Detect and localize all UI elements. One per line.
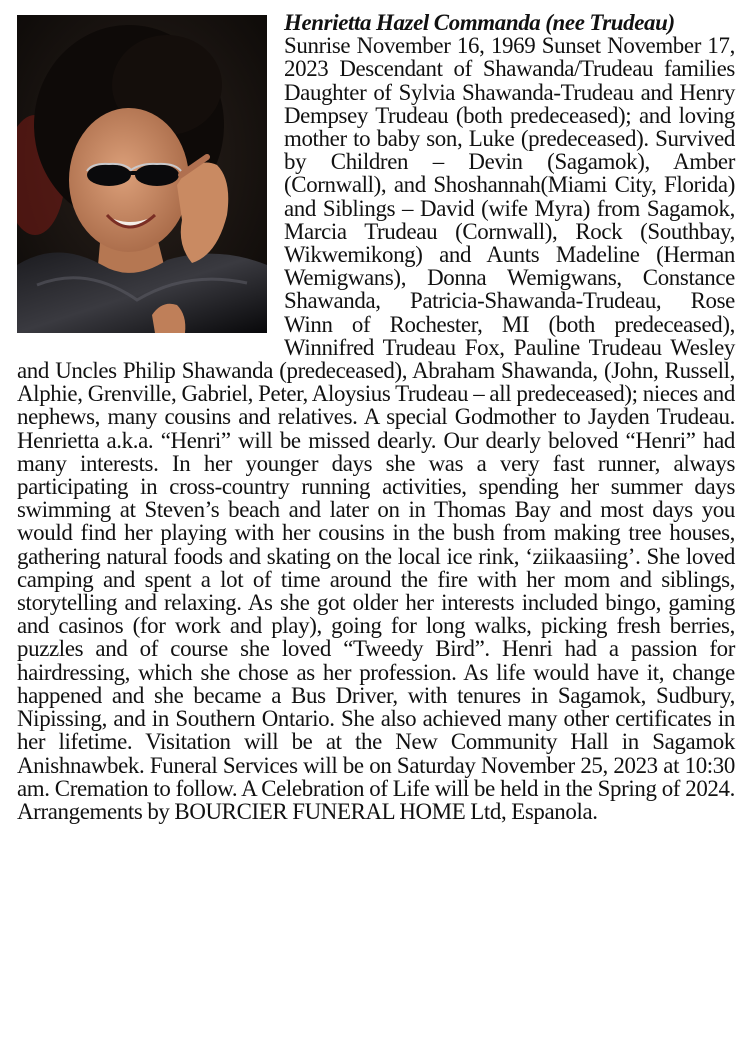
obituary-body: Sunrise November 16, 1969 Sunset November 17, 2023 Descendant of Shawanda/Trudeau families Daughter of Sylvia Shawanda-Trudeau and Henry Dempsey Trudeau (both predeceased); and loving mother to baby son, Luke (predeceased). Survived by Children – Devin (Sagamok), Amber (Cornwall), and Shoshannah(Miami City, Florida) and Siblings – David (wife Myra) from Sagamok, Marcia Trudeau (Cornwall), Rock (Southbay, Wikwemikong) and Aunts Madeline (Herman Wemigwans), Donna Wemigwans, Constance Shawanda, Patricia-Shawanda-Trudeau, Rose Winn of Rochester, MI (both predeceased), Winnifred Trudeau Fox, Pauline Trudeau Wesley and Uncles Philip Shawanda (predeceased), Abraham Shawanda, (John, Russell, Alphie, Grenville, Gabriel, Peter, Aloysius Trudeau – all predeceased); nieces and nephews, many cousins and relatives. A special Godmother to Jayden Trudeau. Henrietta a.k.a. “Henri” will be missed dearly. Our dearly beloved “Henri” had many interests. In her younger days she was a very fast runner, always participating in cross-country running activities, spending her summer days swimming at Steven’s beach and later on in Thomas Bay and most days you would find her playing with her cousins in the bush from making tree houses, gathering natural foods and skating on the local ice rink, ‘ziikaasiing’. She loved camping and spent a lot of time around the fire with her mom and siblings, storytelling and relaxing. As she got older her interests included bingo, gaming and casinos (for work and play), going for long walks, picking fresh berries, puzzles and of course she loved “Tweedy Bird”. Henri had a passion for hairdressing, which she chose as her profession. As life would have it, change happened and she became a Bus Driver, with tenures in Sagamok, Sudbury, Nipissing, and in Southern Ontario. She also achieved many other certificates in her lifetime. Visitation will be at the New Community Hall in Sagamok Anishnawbek. Funeral Services will be on Saturday November 25, 2023 at 10:30 am. Cremation to follow. A Celebration of Life will be held in the Spring of 2024. Arrangements by BOURCIER FUNERAL HOME Ltd, Espanola. [17,33,735,824]
portrait-illustration [17,15,267,333]
portrait-photo [17,15,267,333]
obituary [17,11,735,823]
deceased-name: Henrietta Hazel Commanda (nee Trudeau) [284,10,675,35]
